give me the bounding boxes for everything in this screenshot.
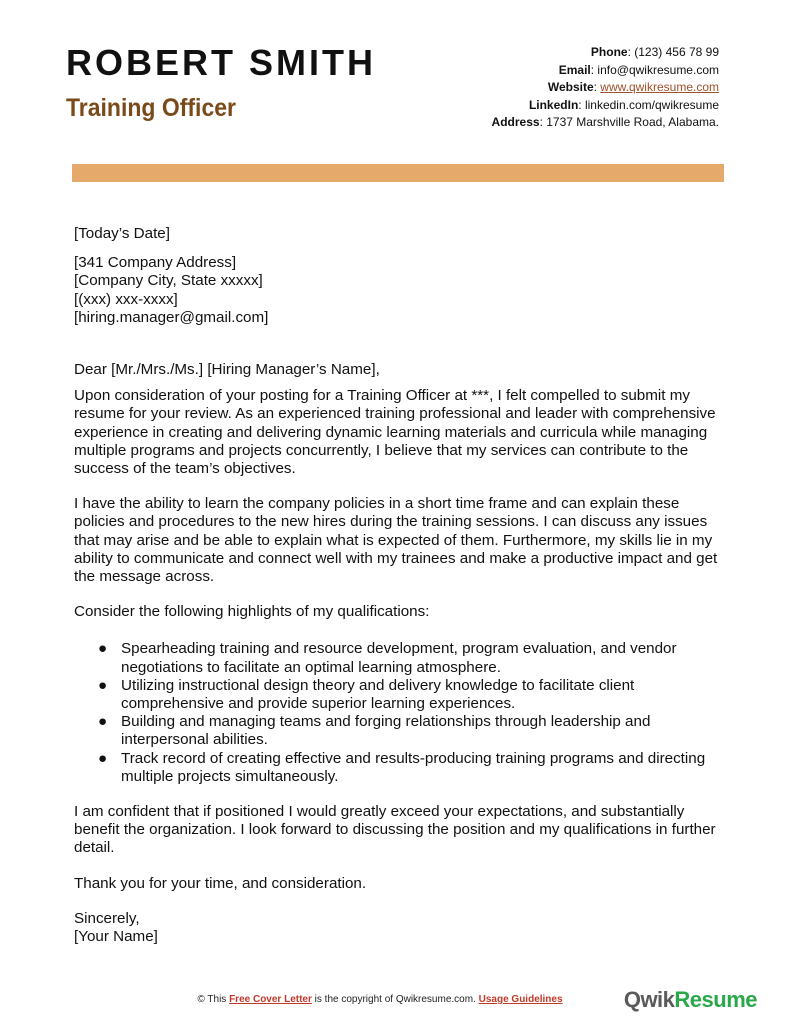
recipient-phone: [(xxx) xxx-xxxx] (74, 290, 178, 308)
paragraph-closing: I am confident that if positioned I would greatly exceed your expectations, and substantially benefit the organization. I look forward to discussing the position and my qualifications in further detail. (74, 803, 716, 857)
highlight-item (98, 713, 734, 749)
contact-linkedin (492, 97, 719, 115)
recipient-email: [hiring.manager@gmail.com] (74, 308, 269, 326)
thanks-line: Thank you for your time, and consideration. (74, 874, 367, 892)
signature: [Your Name] (74, 928, 158, 946)
email-label: Email (558, 62, 591, 77)
highlight-text: Utilizing instructional design theory and delivery knowledge to facilitate client comprehensive and provide superior learning experiences. (121, 676, 635, 713)
paragraph-intro: Upon consideration of your posting for a Training Officer at ***, I felt compelled to submit my resume for your review. As an experienced training professional and leader with comprehensive experience in creating and delivering dynamic learning materials and curricula while managing multiple programs and projects concurrently, I believe that my services can contribute to the success of the team’s objectives. (74, 387, 716, 478)
free-cover-letter-link[interactable]: Free Cover Letter (229, 994, 312, 1005)
highlights-list (74, 640, 734, 786)
closing: Sincerely, (74, 909, 140, 927)
address-value: : 1737 Marshville Road, Alabama. (539, 115, 719, 129)
website-link[interactable]: www.qwikresume.com (600, 80, 719, 94)
job-title: Training Officer (66, 94, 236, 122)
accent-divider (72, 164, 724, 182)
footer-middle: is the copyright of Qwikresume.com. (311, 994, 479, 1005)
highlight-text: Spearheading training and resource development, program evaluation, and vendor negotiations to facilitate an optimal learning atmosphere. (121, 640, 677, 676)
phone-value: : (123) 456 78 99 (627, 45, 719, 59)
contact-address (492, 114, 719, 132)
bullet-icon: ● (98, 640, 108, 658)
recipient-address: [341 Company Address] (74, 254, 237, 272)
bullet-icon: ● (98, 713, 108, 731)
bullet-icon: ● (98, 676, 108, 694)
highlight-text: Building and managing teams and forging relationships through leadership and interpersonal abilities. (121, 713, 651, 749)
letter-body (74, 225, 734, 946)
bullet-icon: ● (98, 749, 108, 767)
logo-resume: Resume (674, 987, 757, 1012)
address-label: Address (491, 115, 540, 129)
website-label: Website (547, 80, 594, 94)
contact-block (492, 44, 719, 132)
email-value: : info@qwikresume.com (590, 62, 719, 77)
letter-date: [Today’s Date] (74, 225, 170, 242)
paragraph-abilities: I have the ability to learn the company policies in a short time frame and can explain these policies and procedures to the new hires during the training sessions. I can discuss any issues that may arise and be able to explain what is expected of them. Furthermore, my skills lie in my ability to communicate and connect well with my trainees and make a productive impact and get the message across. (74, 495, 718, 586)
logo-qwik: Qwik (623, 987, 675, 1012)
highlights-intro: Consider the following highlights of my qualifications: (74, 603, 430, 621)
salutation: Dear [Mr./Mrs./Ms.] [Hiring Manager’s Name], (74, 361, 380, 379)
footer-prefix: © This (197, 994, 230, 1005)
contact-phone (492, 44, 719, 62)
contact-email (492, 62, 719, 80)
highlight-item (98, 676, 734, 713)
linkedin-value: : linkedin.com/qwikresume (578, 97, 719, 112)
phone-label: Phone (590, 45, 628, 59)
highlight-item (98, 640, 734, 676)
recipient-city: [Company City, State xxxxx] (74, 272, 263, 290)
website-sep: : (593, 80, 601, 94)
highlight-text: Track record of creating effective and results-producing training programs and directing multiple projects simultaneously. (121, 749, 706, 785)
usage-guidelines-link[interactable]: Usage Guidelines (478, 994, 563, 1005)
applicant-name: ROBERT SMITH (66, 42, 376, 83)
linkedin-label: LinkedIn (528, 97, 579, 112)
qwikresume-logo[interactable] (624, 987, 757, 1013)
contact-website (492, 79, 719, 97)
highlight-item (98, 749, 734, 786)
